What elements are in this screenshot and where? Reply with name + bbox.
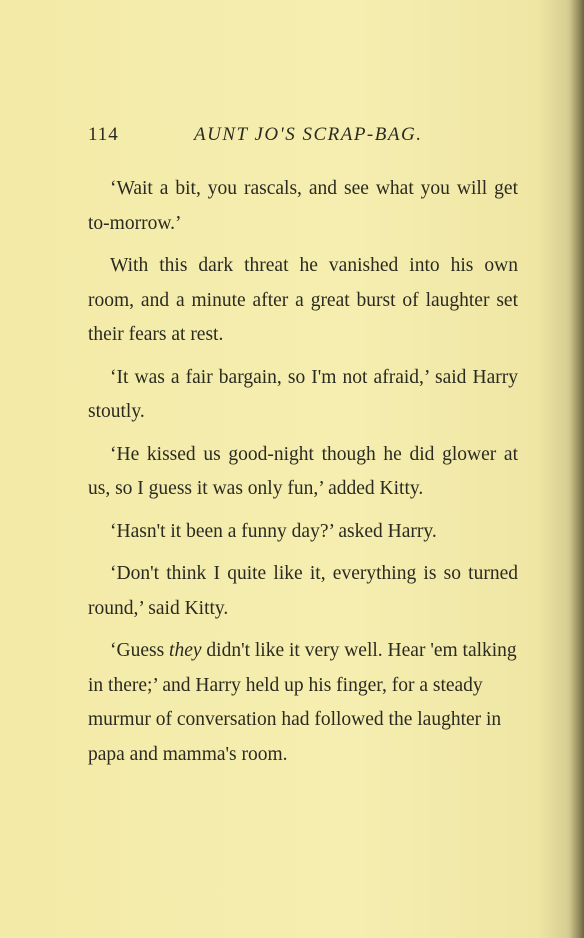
page-header <box>88 124 518 150</box>
paragraph: ‘Wait a bit, you rascals, and see what you will get to-morrow.’ <box>88 178 518 234</box>
running-title: AUNT JO'S SCRAP-BAG. <box>194 124 423 145</box>
paragraph: ‘It was a fair bargain, so I'm not afraid,’ said Harry stoutly. <box>88 366 518 422</box>
paragraph-last <box>88 634 518 772</box>
paragraph: ‘He kissed us good-night though he did glower at us, so I guess it was only fun,’ added Kitty. <box>88 443 518 499</box>
paragraph: With this dark threat he vanished into his own room, and a minute after a great burst of laughter set their fears at rest. <box>88 255 518 345</box>
paragraph: ‘Don't think I quite like it, everything is so turned round,’ said Kitty. <box>88 563 518 619</box>
emphasized-word: they <box>169 640 202 661</box>
paragraph-text: ‘Guess <box>110 640 170 661</box>
text-body <box>88 172 518 780</box>
paragraph-text: didn't like it very well. Hear 'em talking in there;’ and Harry held up his finger, for a steady murmur of conversation had followed the laughter in papa and mamma's room. <box>88 640 517 765</box>
page-edge-shadow <box>570 0 584 938</box>
page-number: 114 <box>88 124 119 145</box>
paragraph: ‘Hasn't it been a funny day?’ asked Harry. <box>110 520 437 542</box>
